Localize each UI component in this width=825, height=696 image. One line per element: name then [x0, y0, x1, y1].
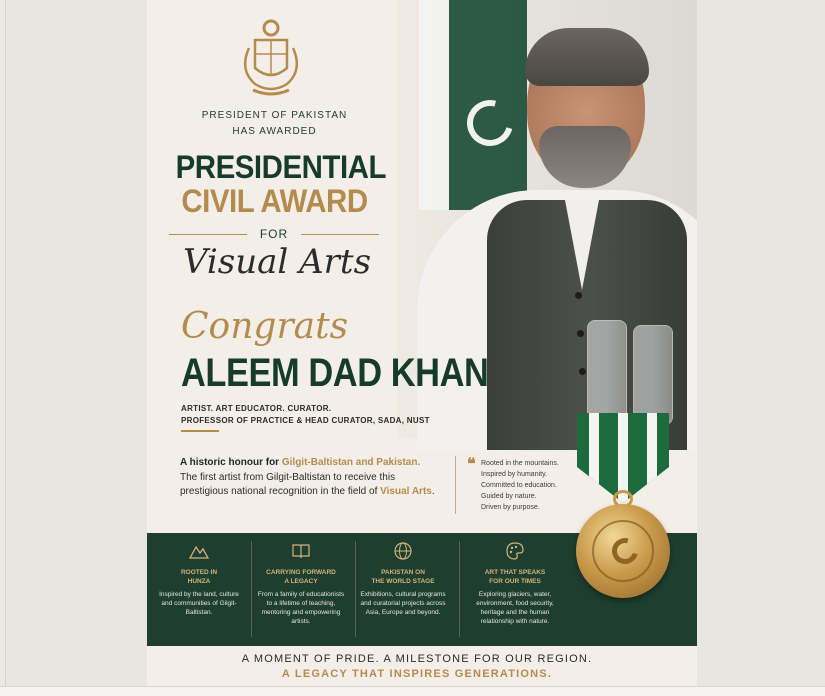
- pillar-body: From a family of educationists to a lifetime of teaching, mentoring and empowering artists.: [257, 591, 345, 625]
- presented-by-line1: PRESIDENT OF PAKISTAN: [201, 110, 348, 121]
- quote-icon: ❝: [467, 456, 476, 473]
- presented-by-line2: HAS AWARDED: [232, 126, 317, 137]
- quote-line: Driven by purpose.: [481, 504, 540, 511]
- pillar-heading2: FOR OUR TIMES: [489, 578, 541, 585]
- for-label: FOR: [259, 227, 289, 241]
- recipient-role-line1: ARTIST. ART EDUCATOR. CURATOR.: [181, 404, 332, 413]
- pillar-heading1: ART THAT SPEAKS: [484, 569, 546, 576]
- award-title-line2: CIVIL AWARD: [181, 183, 368, 219]
- honour-paragraph: [180, 456, 445, 500]
- quote-block: [481, 458, 591, 513]
- recipient-name: ALEEM DAD KHAN: [181, 351, 489, 395]
- book-icon: [291, 541, 311, 561]
- quote-line: Rooted in the mountains.: [481, 460, 559, 467]
- pillar-art-speaks: [465, 533, 565, 646]
- footer-line1: A MOMENT OF PRIDE. A MILESTONE FOR OUR REGION.: [241, 653, 593, 665]
- pillar-heading2: THE WORLD STAGE: [371, 578, 435, 585]
- for-row: [169, 227, 379, 241]
- pillar-carrying-forward: [251, 533, 351, 646]
- award-field: Visual Arts: [182, 242, 372, 282]
- pillar-body: Exploring glaciers, water, environment, food security, heritage and the human relationship with nature.: [476, 591, 554, 625]
- divider: [455, 456, 456, 514]
- pillar-heading2: A LEGACY: [284, 578, 318, 585]
- footer-line2: A LEGACY THAT INSPIRES GENERATIONS.: [281, 668, 553, 680]
- pillar-body: Exhibitions, cultural programs and curatorial projects across Asia, Europe and beyond.: [360, 591, 446, 616]
- gold-rule: [181, 430, 219, 432]
- honour-body-end: .: [431, 486, 435, 497]
- honour-body: The first artist from Gilgit-Baltistan to receive this prestigious national recognition in the field of: [180, 471, 396, 497]
- palette-icon: [505, 541, 525, 561]
- honour-lead-highlight: Gilgit-Baltistan and Pakistan.: [281, 457, 421, 468]
- water-glass-icon: [633, 325, 673, 425]
- recipient-role-line2: PROFESSOR OF PRACTICE & HEAD CURATOR, SADA, NUST: [181, 416, 430, 425]
- mountains-icon: [189, 541, 209, 561]
- state-emblem-icon: [235, 18, 307, 102]
- award-title-line1: PRESIDENTIAL: [175, 149, 386, 185]
- pillar-heading2: HUNZA: [187, 578, 211, 585]
- pillar-heading1: PAKISTAN ON: [381, 569, 425, 576]
- quote-line: Committed to education.: [481, 482, 557, 489]
- viewer-bottom-strip: [0, 686, 825, 696]
- pillar-heading1: CARRYING FORWARD: [266, 569, 336, 576]
- quote-line: Guided by nature.: [481, 493, 537, 500]
- globe-icon: [393, 541, 413, 561]
- honour-body-highlight: Visual Arts: [380, 486, 432, 497]
- pillar-rooted-in-hunza: [149, 533, 249, 646]
- award-poster: [147, 0, 697, 686]
- honour-lead: A historic honour for: [180, 457, 282, 468]
- pillar-body: Inspired by the land, culture and communities of Gilgit-Baltistan.: [159, 591, 239, 616]
- pillar-world-stage: [353, 533, 453, 646]
- quote-line: Inspired by humanity.: [481, 471, 548, 478]
- congrats-text: Congrats: [181, 306, 349, 347]
- medal-icon: [576, 504, 670, 598]
- pillar-heading1: ROOTED IN: [180, 569, 218, 576]
